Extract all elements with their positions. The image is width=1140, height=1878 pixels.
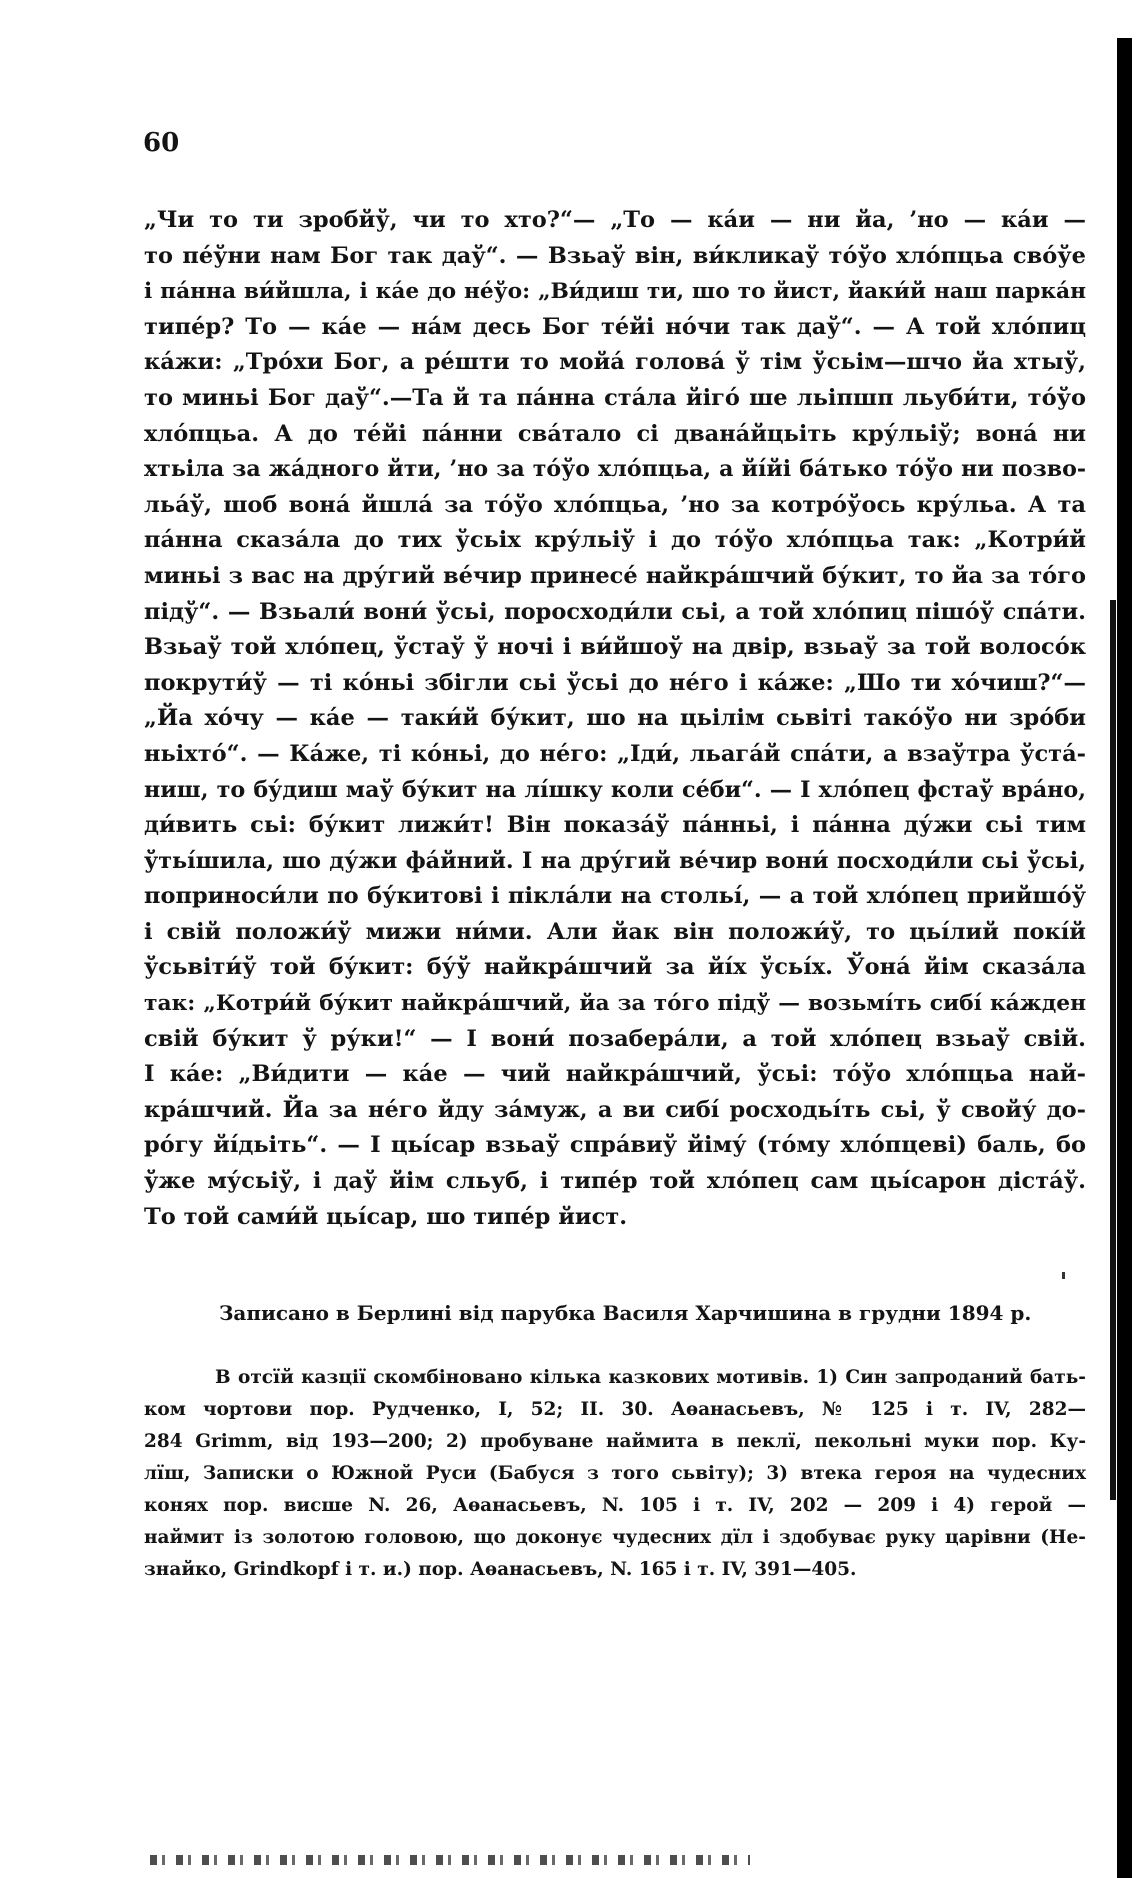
text-line: миньі з вас на дру́гий ве́чир принесе́ найкра́шчий бу́кит, то йа за то́го xyxy=(144,562,1086,589)
text-line: то миньі Бог даў“.—Та й та па́нна ста́ла йіго́ ше льіпшп льуби́ти, то́ўо xyxy=(144,384,1086,411)
note-line: конях пор. висше N. 26, Аѳанасьевъ, N. 105 і т. IV, 202 — 209 і 4) герой — xyxy=(144,1495,1086,1516)
scan-edge-shadow xyxy=(1117,38,1132,1878)
text-line: поприноси́ли по бу́китові і пікла́ли на стольі́, — а той хло́пец прийшо́ў xyxy=(144,883,1086,910)
text-line: ро́гу йі́дьіть“. — І цьі́сар взьаў спра́виў йіму́ (то́му хло́пцеві) баль, бо xyxy=(144,1132,1086,1159)
text-line: Взьаў той хло́пец, ўстаў ў ночі і ви́йшоў на двір, взьаў за той волосо́к xyxy=(144,634,1086,661)
text-line: свій бу́кит ў ру́ки!“ — І вони́ позабера́ли, а той хло́пец взьаў свій. xyxy=(144,1025,1086,1052)
scan-edge-shadow-inner xyxy=(1110,600,1116,1500)
text-line: ниш, то бу́диш маў бу́кит на лі́шку коли се́би“. — І хло́пец фстаў вра́но, xyxy=(144,776,1086,803)
note-line: наймит із золотою головою, що доконує чудесних дїл і здобуває руку царівни (Не- xyxy=(144,1527,1086,1548)
scan-noise-strip xyxy=(150,1855,750,1865)
print-mark xyxy=(1062,1272,1065,1279)
note-line: 284 Grimm, від 193—200; 2) пробуване наймита в пеклї, пекольні муки пор. Ку- xyxy=(144,1431,1086,1452)
text-line: то пе́ўни нам Бог так даў“. — Взьаў він, ви́кликаў то́ўо хло́пцьа сво́ўе xyxy=(144,242,1086,269)
note-line: лїш, Записки о Южной Руси (Бабуся з того сьвіту); 3) втека героя на чудесних xyxy=(144,1463,1086,1484)
note-line: В отсїй казції скомбіновано кілька казкових мотивів. 1) Син запроданий бать- xyxy=(215,1367,1086,1388)
note-line: ком чортови пор. Рудченко, І, 52; ІІ. 30. Аѳанасьевъ, № 125 і т. IV, 282— xyxy=(144,1399,1086,1420)
text-line: льа́ў, шоб вона́ йшла́ за то́ўо хло́пцьа, ’но за котро́ўось кру́льа. А та xyxy=(144,491,1086,518)
text-line: ўсьвіти́ў той бу́кит: бу́ў найкра́шчий за йі́х ўсьі́х. Ўона́ йім сказа́ла xyxy=(144,954,1086,981)
text-line: підў“. — Взьали́ вони́ ўсьі, поросходи́ли сьі, а той хло́пиц пішо́ў спа́ти. xyxy=(144,598,1086,625)
text-line: типе́р? То — ка́е — на́м десь Бог те́йі но́чи так даў“. — А той хло́пиц xyxy=(144,313,1086,340)
text-line: ди́вить сьі: бу́кит лижи́т! Він показа́ў па́нньі, і па́нна ду́жи сьі тим xyxy=(144,812,1086,839)
text-line: ўже му́сьіў, і даў йім сльуб, і типе́р той хло́пец сам цьі́сарон діста́ў. xyxy=(144,1168,1086,1195)
text-line: ка́жи: „Тро́хи Бог, а ре́шти то мойа́ голова́ ў тім ўсьім—шчо йа хтыў, xyxy=(144,349,1086,376)
text-line: так: „Котри́й бу́кит найкра́шчий, йа за то́го підў — возьмі́ть сибі́ ка́жден xyxy=(144,991,1086,1017)
recording-note: Записано в Берлині від парубка Василя Харчишина в грудни 1894 р. xyxy=(219,1301,1032,1325)
text-line: „Чи то ти зробйў, чи то хто?“— „То — ка́и — ни йа, ’но — ка́и — xyxy=(144,207,1086,233)
text-line: і свій положи́ў мижи ни́ми. Али йак він положи́ў, то цьі́лий покі́й xyxy=(144,918,1086,945)
text-line: па́нна сказа́ла до тих ўсьіх кру́льіў і до то́ўо хло́пцьа так: „Котри́й xyxy=(144,527,1086,554)
tale-text xyxy=(144,203,1086,1235)
text-line: покрути́ў — ті ко́ньі збігли сьі ўсьі до не́го і ка́же: „Шо ти хо́чиш?“— xyxy=(144,669,1086,696)
text-line: хтьіла за жа́дного йти, ’но за то́ўо хло́пцьа, а йі́йі ба́тько то́ўо ни позво- xyxy=(144,456,1086,483)
commentary-note xyxy=(144,1362,1086,1586)
text-line: кра́шчий. Йа за не́го йду за́муж, а ви сибі́ росходьі́ть сьі, ў свойу́ до- xyxy=(144,1096,1086,1123)
page-number: 60 xyxy=(143,128,180,158)
note-line: знайко, Grindkopf і т. и.) пор. Аѳанасьевъ, N. 165 і т. IV, 391—405. xyxy=(144,1559,857,1580)
text-line: ньіхто́“. — Ка́же, ті ко́ньі, до не́го: „Іди́, льага́й спа́ти, а взаўтра ўста́- xyxy=(144,740,1086,767)
text-line: і па́нна ви́йшла, і ка́е до не́ўо: „Ви́диш ти, шо то йист, йаки́й наш парка́н xyxy=(144,279,1086,305)
text-line: То той сами́й цьі́сар, шо типе́р йист. xyxy=(144,1203,628,1230)
text-line: „Йа хо́чу — ка́е — таки́й бу́кит, шо на цьілім сьвіті тако́ўо ни зро́би xyxy=(144,705,1086,732)
text-line: І ка́е: „Ви́дити — ка́е — чий найкра́шчий, ўсьі: то́ўо хло́пцьа най- xyxy=(144,1061,1086,1088)
text-line: ўтьі́шила, шо ду́жи фа́йний. І на дру́гий ве́чир вони́ посходи́ли сьі ўсьі, xyxy=(144,847,1086,874)
text-line: хло́пцьа. А до те́йі па́нни сва́тало сі двана́йцьіть кру́льіў; вона́ ни xyxy=(144,420,1086,447)
